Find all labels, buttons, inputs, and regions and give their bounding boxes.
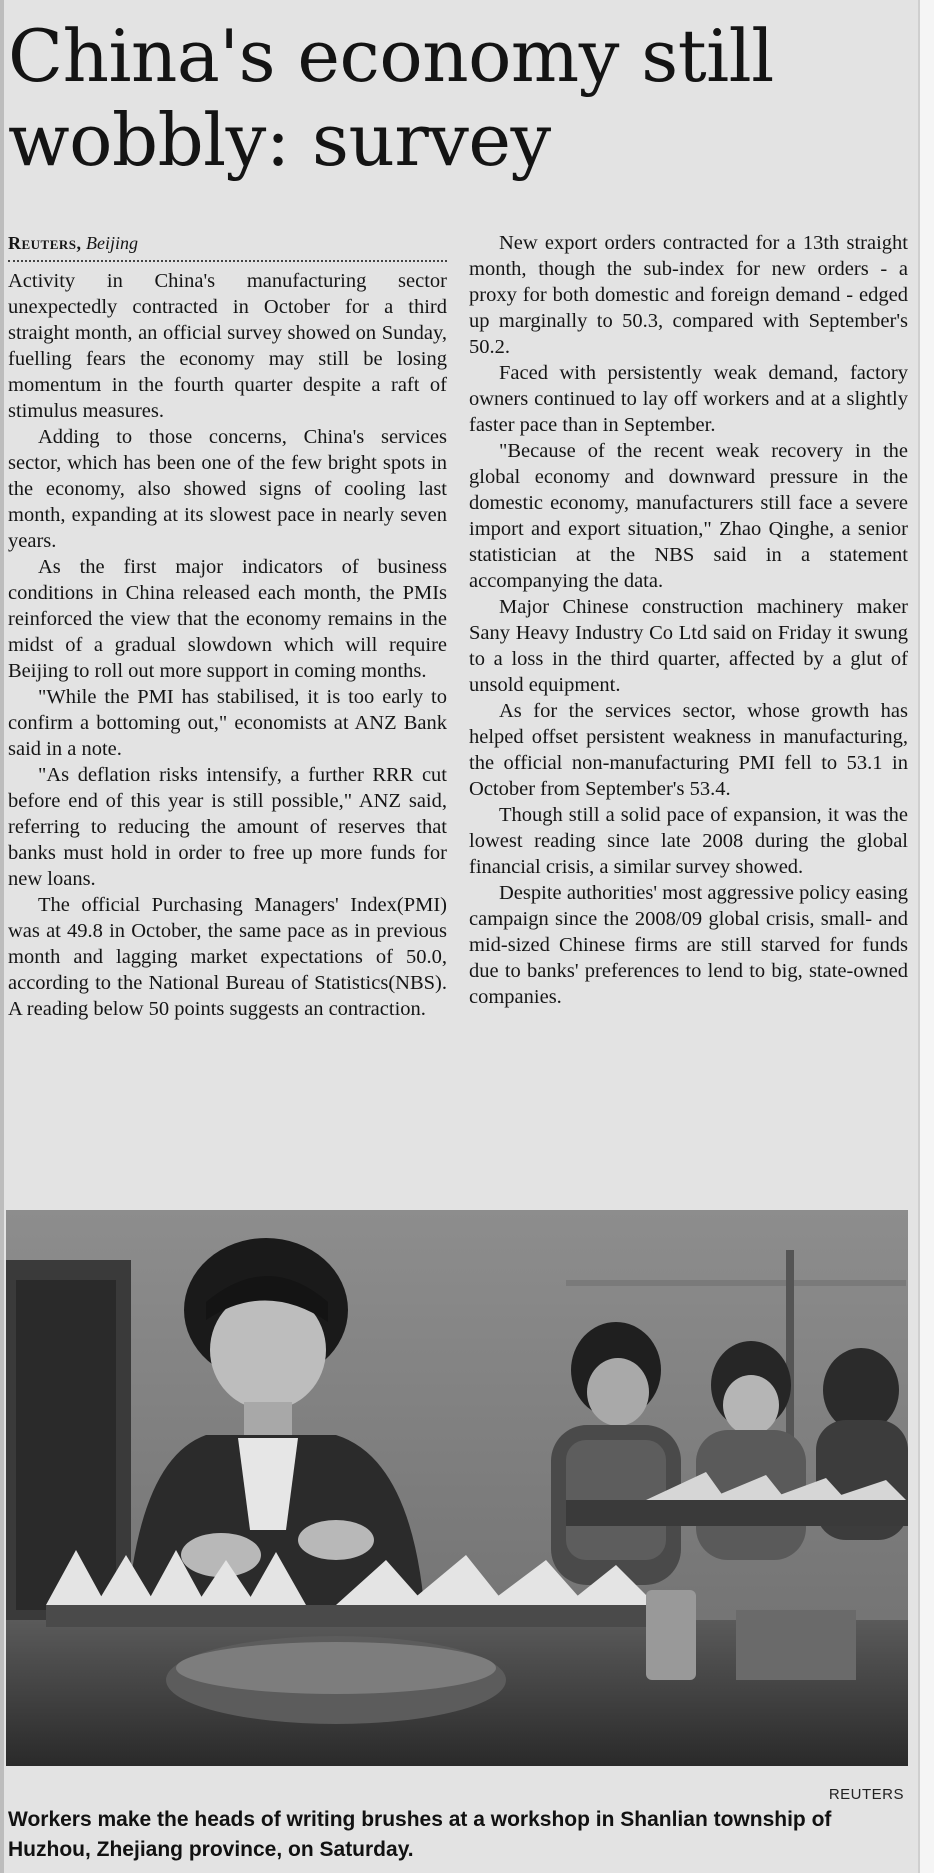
right-column: [469, 230, 908, 1190]
paragraph: Though still a solid pace of expansion, it was the lowest reading since late 2008 during the global financial crisis, a similar survey showed.: [469, 804, 908, 878]
paragraph: As for the services sector, whose growth has helped offset persistent weakness in manufacturing, the official non-manufacturing PMI fell to 53.1 in October from September's 53.4.: [469, 700, 908, 800]
news-photo: [6, 1210, 908, 1766]
paragraph: "While the PMI has stabilised, it is too early to confirm a bottoming out," economists at ANZ Bank said in a note.: [8, 686, 447, 760]
paragraph: The official Purchasing Managers' Index(PMI) was at 49.8 in October, the same pace as in previous month and lagging market expectations of 50.0, according to the National Bureau of Statistics(NBS). A reading below 50 points suggests an contraction.: [8, 894, 447, 1020]
photo-caption: Workers make the heads of writing brushes at a workshop in Shanlian township of Huzhou, Zhejiang province, on Saturday.: [8, 1808, 832, 1861]
workshop-illustration: [6, 1210, 908, 1766]
photo-credit: REUTERS: [828, 1786, 904, 1803]
paragraph: "Because of the recent weak recovery in the global economy and downward pressure in the domestic economy, manufacturers still face a severe import and export situation," Zhao Qinghe, a senior statistician at the NBS said in a statement accompanying the data.: [469, 440, 908, 592]
paragraph: Faced with persistently weak demand, factory owners continued to lay off workers and at a slightly faster pace than in September.: [469, 362, 908, 436]
dotted-divider: [8, 260, 447, 262]
byline: [8, 230, 447, 256]
headline: China's economy still wobbly: survey: [8, 14, 774, 182]
left-column: [8, 230, 447, 1190]
article-body: [8, 230, 908, 1190]
paragraph: Activity in China's manufacturing sector unexpectedly contracted in October for a third straight month, an official survey showed on Sunday, fuelling fears the economy may still be losing momentum in the fourth quarter despite a raft of stimulus measures.: [8, 270, 447, 422]
paragraph: Despite authorities' most aggressive policy easing campaign since the 2008/09 global crisis, small- and mid-sized Chinese firms are still starved for funds due to banks' preferences to lend to big, state-owned companies.: [469, 882, 908, 1008]
byline-city: Beijing: [86, 233, 139, 253]
paragraph: Adding to those concerns, China's services sector, which has been one of the few bright spots in the economy, also showed signs of cooling last month, expanding at its slowest pace in nearly seven years.: [8, 426, 447, 552]
paragraph: New export orders contracted for a 13th straight month, though the sub-index for new orders - a proxy for both domestic and foreign demand - edged up marginally to 50.3, compared with September's 50.2.: [469, 232, 908, 358]
paragraph: Major Chinese construction machinery maker Sany Heavy Industry Co Ltd said on Friday it swung to a loss in the third quarter, affected by a glut of unsold equipment.: [469, 596, 908, 696]
byline-agency: Reuters,: [8, 233, 82, 253]
paragraph: "As deflation risks intensify, a further RRR cut before end of this year is still possible," ANZ said, referring to reducing the amount of reserves that banks must hold in order to free up more funds for new loans.: [8, 764, 447, 890]
paragraph: As the first major indicators of business conditions in China released each month, the PMIs reinforced the view that the economy remains in the midst of a gradual slowdown which will require Beijing to roll out more support in coming months.: [8, 556, 447, 682]
